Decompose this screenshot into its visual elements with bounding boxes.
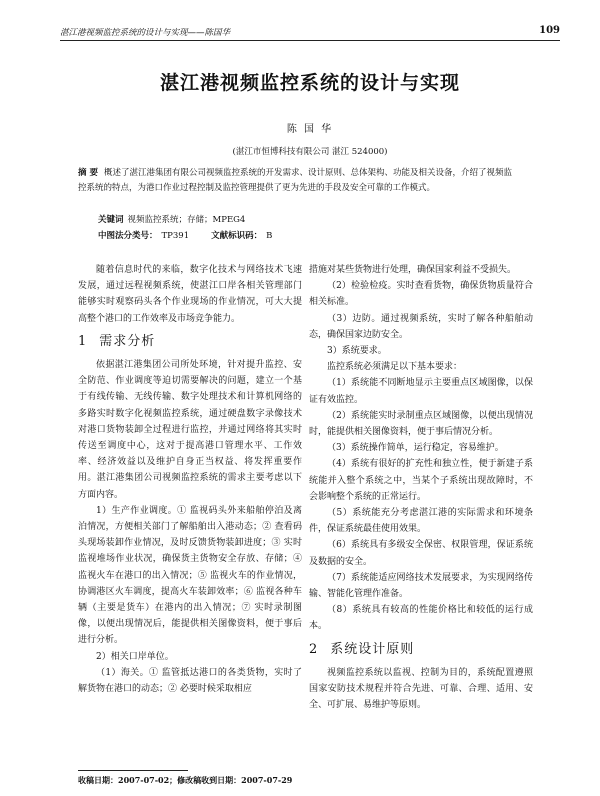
body-paragraph: 监控系统必须满足以下基本要求： (327, 362, 463, 373)
section-number: 2 (309, 641, 319, 657)
author-name: 陈 国 华 (286, 124, 334, 135)
author-affiliation: (湛江市恒博科技有限公司 湛江 524000) (232, 147, 388, 157)
footnote-rule (78, 770, 188, 771)
keywords-label: 关键词 (98, 215, 124, 225)
abstract-text: 概述了湛江港集团有限公司视频监控系统的开发需求、设计原则、总体架构、功能及相关设备，介绍了视频监控系统的特点，为港口作业过程控制及监控管理提供了更为先进的手段及安全可靠的工作模式。 (78, 168, 512, 193)
body-paragraph: （1）海关。① 监管抵达港口的各类货物，实时了解货物在港口的动态；② 必要时候采取相应 (78, 667, 302, 695)
abstract (78, 166, 518, 196)
body-paragraph: 视频监控系统以监视、控制为目的，系统配置遵照国家安防技术规程并符合先进、可靠、合理、适用、安全、可扩展、易维护等原则。 (309, 667, 533, 711)
right-column (309, 262, 533, 713)
body-paragraph: （8）系统具有较高的性能价格比和较低的运行成本。 (309, 605, 533, 632)
footnote-received-date: 收稿日期：2007-07-02；修改稿收到日期：2007-07-29 (78, 775, 293, 785)
body-paragraph: （2）系统能实时录制重点区域图像，以便出现情况时，能提供相关图像资料，便于事后情况分析。 (309, 410, 533, 438)
paper-title: 湛江港视频监控系统的设计与实现 (159, 72, 460, 94)
body-paragraph: （3）边防。通过视频系统，实时了解各种船舶动态，确保国家边防安全。 (309, 313, 533, 340)
doc-code-value: B (266, 231, 273, 241)
clc-label: 中图法分类号： (98, 231, 158, 241)
body-paragraph: （3）系统操作简单，运行稳定，容易维护。 (327, 443, 504, 454)
running-header (60, 20, 560, 41)
body-paragraph: 1）生产作业调度。① 监视码头外来船舶停泊及离泊情况，方便相关部门了解船舶出入港动态；② 查看码头现场装卸作业情况，及时反馈货物装卸进度；③ 实时监视堆场作业状况，确保货主货物安全存放、存储；④ 监视火车在港口的出入情况；⑤ 监视火车的作业情况，协调港区火车调度，提高火车装卸效率；⑥ 监视各种车辆（主要是货车）在港内的出入情况；⑦ 实时录制图像，以便出现情况后，能提供相关图像资料，便于事后进行分析。 (78, 505, 302, 646)
section-title: 系统设计原则 (330, 641, 415, 657)
body-paragraph: 依据湛江港集团公司所处环境，针对提升监控、安全防范、作业调度等迫切需要解决的问题，建立一个基于有线传输、无线传输、数字处理技术和计算机网络的多路实时数字化视频监控系统，通过硬盘数字录像技术对港口货物装卸全过程进行监控，并通过网络将其实时传送至调度中心，这对于提高港口管理水平、工作效率、经济效益以及维护自身正当权益、将发挥重要作用。湛江港集团公司视频监控系统的需求主要考虑以下方面内容。 (78, 360, 302, 500)
page-number: 109 (539, 25, 560, 36)
body-paragraph: （5）系统能充分考虑湛江港的实际需求和环境条件，保证系统最佳使用效果。 (309, 508, 533, 535)
section-heading (309, 642, 533, 658)
body-paragraph: （2）检验检疫。实时查看货物，确保货物质量符合相关标准。 (309, 281, 533, 308)
body-paragraph: （4）系统有很好的扩充性和独立性，便于新建子系统能并入整个系统之中，当某个子系统出现故障时，不会影响整个系统的正常运行。 (309, 459, 533, 502)
running-title: 湛江港视频监控系统的设计与实现——陈国华 (60, 28, 231, 38)
body-paragraph: 2）相关口岸单位。 (96, 651, 174, 662)
abstract-label: 摘 要 (78, 168, 98, 178)
keywords (98, 213, 245, 225)
body-paragraph: 措施对某些货物进行处理，确保国家利益不受损失。 (309, 265, 517, 275)
body-paragraph: （1）系统能不同断地显示主要重点区域图像，以保证有效监控。 (309, 378, 533, 405)
body-paragraph: 3）系统要求。 (327, 346, 387, 357)
section-number: 1 (78, 333, 88, 349)
section-heading (78, 334, 302, 350)
left-column (78, 262, 302, 697)
body-paragraph: （7）系统能适应网络技术发展要求，为实现网络传输、智能化管理作准备。 (309, 572, 533, 600)
keywords-text: 视频监控系统；存储；MPEG4 (127, 215, 246, 225)
doc-code-label: 文献标识码： (211, 231, 263, 241)
section-title: 需求分析 (99, 333, 156, 349)
body-paragraph: （6）系统具有多级安全保密、权限管理，保证系统及数据的安全。 (309, 540, 533, 567)
body-paragraph: 随着信息时代的来临，数字化技术与网络技术飞速发展，通过远程视频系统，使湛江口岸各相关管理部门能够实时观察码头各个作业现场的作业情况，可大大提高整个港口的工作效率及市场竞争能力。 (78, 265, 302, 324)
clc-value: TP391 (161, 231, 190, 241)
classification-line (98, 229, 272, 241)
